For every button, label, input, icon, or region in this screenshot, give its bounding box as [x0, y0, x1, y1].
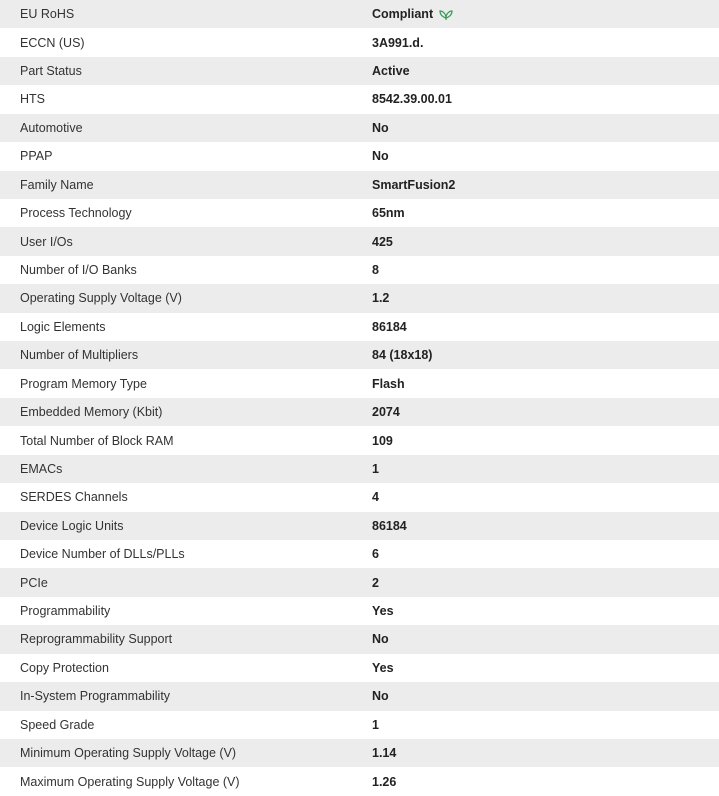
spec-row-programmability	[0, 597, 719, 625]
spec-label: Operating Supply Voltage (V)	[20, 291, 182, 306]
spec-value: 8	[372, 263, 379, 277]
spec-row-user-ios	[0, 227, 719, 255]
spec-value: 4	[372, 490, 379, 505]
spec-row-min-operating-supply-voltage	[0, 739, 719, 767]
spec-value: Flash	[372, 376, 405, 391]
spec-row-ppap	[0, 142, 719, 170]
spec-label: Programmability	[20, 604, 111, 619]
spec-value-cell	[372, 0, 719, 28]
spec-label: HTS	[20, 92, 45, 107]
spec-value: Yes	[372, 604, 394, 619]
spec-row-embedded-memory	[0, 398, 719, 426]
spec-label: Number of Multipliers	[20, 348, 139, 363]
spec-row-multipliers	[0, 341, 719, 369]
spec-value: 8542.39.00.01	[372, 92, 452, 107]
spec-row-pcie	[0, 568, 719, 596]
spec-row-logic-elements	[0, 313, 719, 341]
spec-label: SERDES Channels	[20, 490, 128, 505]
spec-row-copy-protection	[0, 654, 719, 682]
spec-row-hts	[0, 85, 719, 113]
spec-label: Process Technology	[20, 206, 132, 221]
spec-value: 425	[372, 234, 393, 249]
spec-value: Compliant	[372, 7, 434, 22]
spec-row-automotive	[0, 114, 719, 142]
spec-label: Maximum Operating Supply Voltage (V)	[20, 774, 240, 789]
spec-label: In-System Programmability	[20, 689, 171, 704]
spec-value: Active	[372, 64, 410, 79]
spec-value-wrap	[372, 7, 453, 21]
spec-row-block-ram	[0, 426, 719, 454]
spec-label: Device Logic Units	[20, 518, 124, 533]
spec-label: EMACs	[20, 461, 63, 476]
spec-row-program-memory-type	[0, 369, 719, 397]
spec-label: Speed Grade	[20, 717, 95, 732]
spec-row-emacs	[0, 455, 719, 483]
spec-value: 86184	[372, 319, 407, 334]
spec-label: Copy Protection	[20, 660, 109, 675]
spec-row-dlls-plls	[0, 540, 719, 568]
spec-row-speed-grade	[0, 711, 719, 739]
spec-label: Minimum Operating Supply Voltage (V)	[20, 746, 237, 761]
spec-value: 86184	[372, 518, 407, 533]
spec-value: 2074	[372, 405, 400, 420]
spec-label: PPAP	[20, 149, 53, 164]
spec-label: Automotive	[20, 120, 83, 135]
spec-label: Reprogrammability Support	[20, 632, 173, 647]
spec-value: 65nm	[372, 206, 405, 221]
spec-label: Number of I/O Banks	[20, 263, 137, 277]
spec-row-io-banks	[0, 256, 719, 284]
spec-value: No	[372, 689, 389, 704]
spec-label: PCIe	[20, 575, 48, 590]
spec-row-eu-rohs	[0, 0, 719, 28]
spec-label: Program Memory Type	[20, 376, 147, 391]
spec-value: No	[372, 149, 389, 164]
spec-value: 1	[372, 461, 379, 476]
spec-value: 109	[372, 433, 393, 448]
spec-value: 3A991.d.	[372, 35, 424, 50]
spec-value: 84 (18x18)	[372, 348, 433, 363]
spec-label: Part Status	[20, 64, 82, 79]
spec-row-part-status	[0, 57, 719, 85]
spec-label: Device Number of DLLs/PLLs	[20, 547, 185, 562]
spec-row-operating-supply-voltage	[0, 284, 719, 312]
spec-label: EU RoHS	[20, 7, 75, 22]
spec-value: No	[372, 632, 389, 647]
spec-value: 1.26	[372, 774, 397, 789]
spec-value: Yes	[372, 660, 394, 675]
spec-value: 1	[372, 717, 379, 732]
spec-label: Total Number of Block RAM	[20, 433, 174, 448]
spec-value: 1.14	[372, 746, 397, 761]
spec-row-in-system-programmability	[0, 682, 719, 710]
spec-value: SmartFusion2	[372, 177, 456, 192]
spec-row-family-name	[0, 171, 719, 199]
spec-label: Logic Elements	[20, 319, 106, 334]
spec-row-max-operating-supply-voltage	[0, 767, 719, 795]
spec-row-process-technology	[0, 199, 719, 227]
spec-row-eccn	[0, 28, 719, 56]
leaf-icon	[439, 8, 453, 20]
spec-row-device-logic-units	[0, 512, 719, 540]
spec-label: Family Name	[20, 177, 94, 192]
spec-label: ECCN (US)	[20, 35, 85, 50]
spec-row-reprogrammability-support	[0, 625, 719, 653]
spec-value: 2	[372, 575, 379, 590]
spec-value: 6	[372, 547, 379, 562]
spec-label: Embedded Memory (Kbit)	[20, 405, 163, 420]
spec-value: No	[372, 120, 389, 135]
spec-row-serdes-channels	[0, 483, 719, 511]
spec-label: User I/Os	[20, 234, 73, 249]
spec-value: 1.2	[372, 291, 390, 306]
